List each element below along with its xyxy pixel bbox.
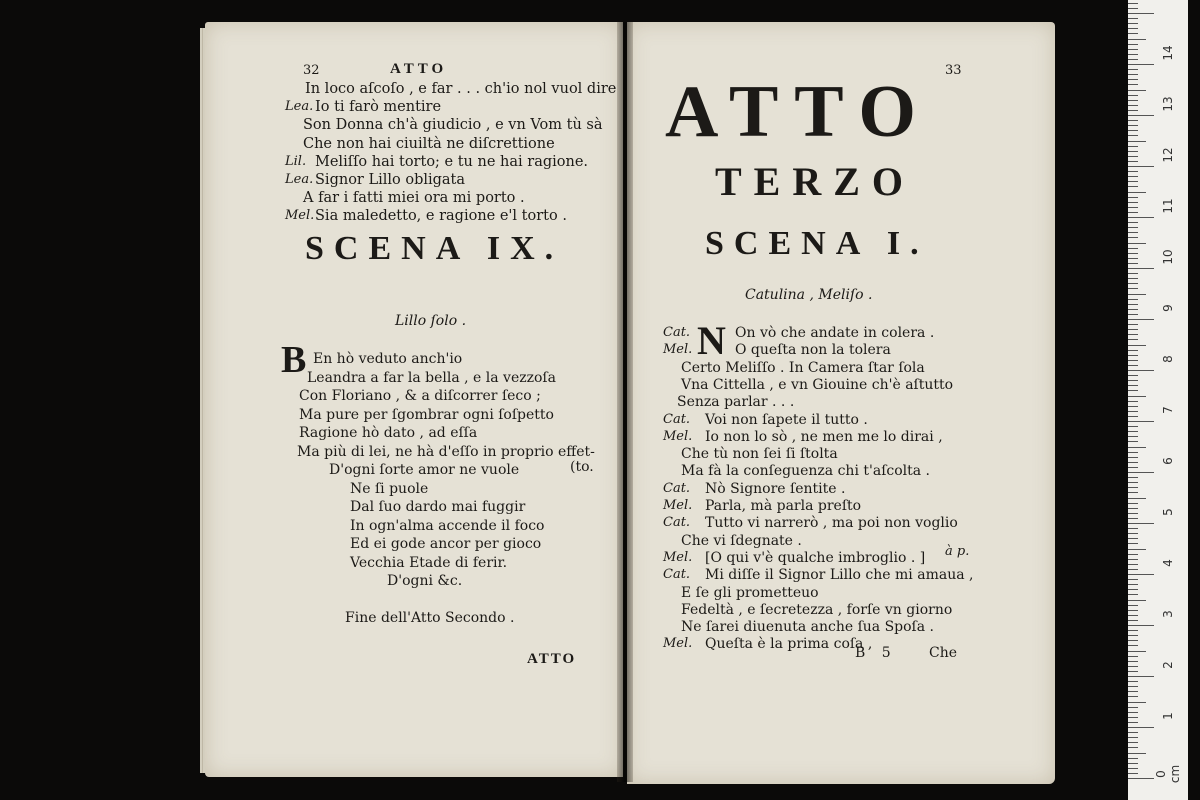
ruler-tick [1128, 625, 1154, 626]
ruler-label: 10 [1161, 249, 1175, 265]
ruler-tick [1128, 339, 1138, 340]
ruler-tick [1128, 273, 1138, 274]
ruler-tick [1128, 181, 1138, 182]
ruler-tick [1128, 141, 1146, 142]
ruler-label: 1 [1161, 712, 1175, 720]
ruler-tick [1128, 533, 1138, 534]
ruler-tick [1128, 401, 1138, 402]
dialogue-line: Fedeltà , e ſecretezza , forſe vn giorno [681, 601, 953, 618]
ruler-tick [1128, 23, 1138, 24]
ruler-label: 14 [1161, 45, 1175, 61]
aside-mark: à p. [945, 544, 970, 559]
ruler-tick [1128, 758, 1138, 759]
ruler-tick [1128, 538, 1138, 539]
ruler-tick [1128, 375, 1138, 376]
ruler-label: 5 [1161, 508, 1175, 516]
ruler-tick [1128, 314, 1138, 315]
ruler-tick [1128, 712, 1138, 713]
drop-cap: N [697, 318, 726, 363]
ruler-tick [1128, 600, 1146, 601]
ruler-tick [1128, 594, 1138, 595]
ruler-tick [1128, 549, 1146, 550]
ruler-tick [1128, 732, 1138, 733]
ruler-label: 9 [1161, 304, 1175, 312]
ruler-tick [1128, 452, 1138, 453]
ruler-tick [1128, 283, 1138, 284]
speaker-label: Cat. [663, 567, 691, 583]
ruler-tick [1128, 676, 1154, 677]
ruler-tick [1128, 146, 1138, 147]
ruler-tick [1128, 436, 1138, 437]
ruler-tick [1128, 49, 1138, 50]
speaker-label: Cat. [663, 325, 691, 340]
ruler-tick [1128, 472, 1154, 473]
verse-line: Ragione hò dato , ad eſſa [299, 425, 478, 441]
ruler-tick [1128, 319, 1154, 320]
dialogue-line: Parla, mà parla preſto [705, 498, 862, 514]
ruler-tick [1128, 232, 1138, 233]
verse-line: D'ogni ſorte amor ne vuole [329, 462, 520, 478]
dialogue-line: Signor Lillo obligata [315, 172, 466, 188]
ruler-label: 2 [1161, 661, 1175, 669]
ruler-tick [1128, 411, 1138, 412]
ruler-label: 0 cm [1154, 764, 1182, 784]
signature-mark: B 5 [855, 645, 897, 661]
ruler-tick [1128, 100, 1138, 101]
ruler-tick [1128, 753, 1146, 754]
page-number: 33 [945, 63, 962, 78]
ruler-tick [1128, 334, 1138, 335]
ruler-tick [1128, 18, 1138, 19]
ruler-tick [1128, 579, 1138, 580]
catchword: ATTO [527, 651, 577, 667]
ruler-tick [1128, 656, 1138, 657]
dialogue-line: Son Donna ch'à giudicio , e vn Vom tù sà [303, 117, 603, 134]
ruler-tick [1128, 79, 1138, 80]
ruler-tick [1128, 69, 1138, 70]
ruler-tick [1128, 33, 1138, 34]
verse-line: Ed ei gode ancor per gioco [350, 536, 542, 552]
ruler-label: 13 [1161, 96, 1175, 112]
ruler-tick [1128, 635, 1138, 636]
ruler-tick [1128, 645, 1138, 646]
ruler-tick [1128, 421, 1154, 422]
verse-line: In ogn'alma accende il foco [350, 517, 545, 534]
dialogue-line: Ma fà la conſeguenza chi t'aſcolta . [681, 463, 930, 480]
ruler-tick [1128, 569, 1138, 570]
ruler-tick [1128, 115, 1154, 116]
ruler-tick [1128, 717, 1138, 718]
book-gutter [617, 22, 633, 782]
ruler-tick [1128, 90, 1146, 91]
ruler-tick [1128, 396, 1146, 397]
ruler-tick [1128, 84, 1138, 85]
ruler-tick [1128, 768, 1138, 769]
dialogue-line: Senza parlar . . . [677, 394, 795, 411]
ruler-tick [1128, 105, 1138, 106]
ruler-tick [1128, 615, 1138, 616]
ruler-tick [1128, 309, 1138, 310]
ruler-tick [1128, 584, 1138, 585]
ruler-tick [1128, 288, 1138, 289]
speaker-label: Lea. [285, 99, 314, 115]
ruler-tick [1128, 278, 1138, 279]
act-title: ATTO [665, 71, 932, 153]
dialogue-line: Io ti farò mentire [315, 99, 442, 116]
catchword: Che [929, 645, 958, 661]
ruler-tick [1128, 385, 1138, 386]
dialogue-line: In loco aſcoſo , e far . . . ch'io nol vuol dire [305, 81, 617, 97]
dialogue-line: Vna Cittella , e vn Giouine ch'è aſtutto [681, 376, 954, 393]
ruler-tick [1128, 661, 1138, 662]
ruler-tick [1128, 707, 1138, 708]
ruler-tick [1128, 447, 1146, 448]
speaker-label: Lea. [285, 172, 314, 187]
ruler-label: 4 [1161, 559, 1175, 567]
ruler-label: 8 [1161, 355, 1175, 363]
ruler-tick [1128, 202, 1138, 203]
ruler-tick [1128, 457, 1138, 458]
ruler-tick [1128, 135, 1138, 136]
ruler-label: 12 [1161, 147, 1175, 163]
ruler-tick [1128, 13, 1154, 14]
ruler-tick [1128, 8, 1138, 9]
left-page [205, 22, 623, 777]
ruler-tick [1128, 299, 1138, 300]
ruler-tick [1128, 508, 1138, 509]
act-number: TERZO [715, 159, 916, 204]
ruler-tick [1128, 778, 1154, 779]
verse-line: En hò veduto anch'io [313, 351, 463, 367]
scene-characters: Catulina , Meliſo . [745, 287, 873, 303]
ruler-tick [1128, 44, 1138, 45]
ruler-tick [1128, 304, 1138, 305]
ruler-tick [1128, 237, 1138, 238]
dialogue-line: Sia maledetto, e ragione e'l torto . [315, 208, 567, 225]
ruler-tick [1128, 462, 1138, 463]
ruler-label: 3 [1161, 610, 1175, 618]
ruler-tick [1128, 564, 1138, 565]
ruler-tick [1128, 197, 1138, 198]
verse-line: Vecchia Etade di ferir. [350, 554, 508, 571]
ruler-tick [1128, 763, 1138, 764]
speaker-label: Mel. [663, 498, 693, 513]
dialogue-line: On vò che andate in colera . [735, 325, 935, 341]
dialogue-line: E ſe gli prometteuo [681, 584, 819, 601]
verse-line: D'ogni &c. [387, 573, 463, 589]
ruler-tick [1128, 176, 1138, 177]
verse-line: Ne ſi puole [350, 480, 429, 497]
ruler-tick [1128, 360, 1138, 361]
dialogue-line: Che tù non ſei ſi ſtolta [681, 446, 838, 463]
ruler-tick [1128, 722, 1138, 723]
ruler-tick [1128, 130, 1138, 131]
ruler-tick [1128, 518, 1138, 519]
speaker-label: Cat. [663, 515, 691, 531]
ruler-tick [1128, 574, 1154, 575]
ruler-tick [1128, 350, 1138, 351]
ruler-tick [1128, 666, 1138, 667]
ruler-tick [1128, 59, 1138, 60]
ruler-tick [1128, 610, 1138, 611]
verse-line: Leandra a far la bella , e la vezzoſa [307, 369, 556, 386]
ruler-tick [1128, 110, 1138, 111]
speaker-label: Cat. [663, 480, 691, 496]
ruler-tick [1128, 390, 1138, 391]
dialogue-line: Voi non ſapete il tutto . [705, 411, 868, 428]
ruler-tick [1128, 345, 1146, 346]
ruler-tick [1128, 263, 1138, 264]
ruler-tick [1128, 95, 1138, 96]
ruler-tick [1128, 742, 1138, 743]
verse-line: Dal ſuo dardo mai fuggir [350, 499, 526, 515]
ruler-label: 6 [1161, 457, 1175, 465]
ruler-tick [1128, 747, 1138, 748]
ruler-tick [1128, 294, 1146, 295]
ruler-tick [1128, 365, 1138, 366]
ruler-tick [1128, 727, 1154, 728]
ruler-tick [1128, 171, 1138, 172]
ruler-tick [1128, 166, 1154, 167]
ruler-tick [1128, 212, 1138, 213]
dialogue-line: Nò Signore ſentite . [705, 480, 846, 497]
dialogue-line: Che non hai ciuiltà ne diſcrettione [303, 135, 555, 152]
ruler-tick [1128, 426, 1138, 427]
speaker-label: Mel. [663, 636, 693, 652]
ruler-tick [1128, 492, 1138, 493]
ruler-tick [1128, 125, 1138, 126]
verse-line: Con Floriano , & a diſcorrer ſeco ; [299, 388, 541, 404]
ruler-tick [1128, 120, 1138, 121]
ruler-tick [1128, 640, 1138, 641]
ruler-tick [1128, 406, 1138, 407]
dialogue-line: Mi diſſe il Signor Lillo che mi amaua , [705, 567, 974, 584]
ruler-tick [1128, 513, 1138, 514]
ruler-tick [1128, 737, 1138, 738]
ruler-tick [1128, 192, 1146, 193]
ruler-tick [1128, 503, 1138, 504]
ruler-tick [1128, 696, 1138, 697]
ruler-tick [1128, 543, 1138, 544]
dialogue-line: Ne ſarei diuenuta anche ſua Spoſa . [681, 619, 934, 636]
ruler-tick [1128, 243, 1146, 244]
speaker-label: Mel. [285, 208, 315, 224]
ruler-tick [1128, 482, 1138, 483]
ruler-tick [1128, 380, 1138, 381]
ruler-tick [1128, 74, 1138, 75]
ruler-tick [1128, 248, 1138, 249]
ruler-tick [1128, 227, 1138, 228]
speaker-label: Mel. [663, 549, 693, 565]
ruler-tick [1128, 773, 1138, 774]
ruler-tick [1128, 28, 1138, 29]
verse-line: Ma più di lei, ne hà d'eſſo in proprio effet- [297, 443, 595, 460]
ruler-tick [1128, 671, 1138, 672]
ruler-tick [1128, 554, 1138, 555]
dialogue-line: Tutto vi narrerò , ma poi non voglio [705, 515, 958, 532]
ruler-tick [1128, 416, 1138, 417]
ruler-tick [1128, 253, 1138, 254]
ruler-tick [1128, 258, 1138, 259]
ruler-tick [1128, 186, 1138, 187]
ruler-tick [1128, 702, 1146, 703]
ruler-tick [1128, 54, 1138, 55]
ruler-tick [1128, 651, 1146, 652]
drop-cap: B [281, 339, 307, 381]
ruler-label: 11 [1161, 198, 1175, 214]
ruler-tick [1128, 523, 1154, 524]
ruler-tick [1128, 39, 1146, 40]
page-number: 32 [303, 63, 320, 78]
ruler-tick [1128, 222, 1138, 223]
scene-characters: Lillo ſolo . [395, 313, 467, 329]
speaker-label: Cat. [663, 411, 691, 427]
dialogue-line: Queſta è la prima coſa , [705, 636, 873, 653]
running-title: ATTO [390, 61, 448, 77]
dialogue-line: Meliſſo hai torto; e tu ne hai ragione. [315, 153, 589, 170]
ruler-tick [1128, 156, 1138, 157]
ruler-tick [1128, 630, 1138, 631]
dialogue-line: Certo Meliſſo . In Camera ſtar ſola [681, 359, 925, 376]
scene-heading: SCENA IX. [305, 230, 564, 267]
ruler-tick [1128, 528, 1138, 529]
ruler-tick [1128, 559, 1138, 560]
ruler-tick [1128, 487, 1138, 488]
speaker-label: Lil. [285, 153, 307, 169]
verse-line: Ma pure per ſgombrar ogni ſoſpetto [299, 406, 554, 423]
ruler-tick [1128, 3, 1138, 4]
ruler-tick [1128, 329, 1138, 330]
dialogue-line: O queſta non la tolera [735, 342, 891, 359]
ruler-tick [1128, 441, 1138, 442]
ruler-tick [1128, 217, 1154, 218]
speaker-label: Mel. [663, 342, 693, 358]
ruler-tick [1128, 477, 1138, 478]
dialogue-line: Che vi ſdegnate . [681, 532, 802, 549]
ruler-tick [1128, 605, 1138, 606]
measurement-ruler [1128, 0, 1188, 800]
ruler-tick [1128, 370, 1154, 371]
ruler-tick [1128, 467, 1138, 468]
end-note: Fine dell'Atto Secondo . [345, 610, 515, 626]
ruler-tick [1128, 161, 1138, 162]
verse-wrap: (to. [570, 459, 594, 475]
ruler-tick [1128, 207, 1138, 208]
ruler-tick [1128, 620, 1138, 621]
ruler-tick [1128, 268, 1154, 269]
ruler-tick [1128, 151, 1138, 152]
ruler-tick [1128, 355, 1138, 356]
speaker-label: Mel. [663, 428, 693, 444]
dialogue-line: [O qui v'è qualche imbroglio . ] [705, 549, 926, 566]
ruler-label: 7 [1161, 406, 1175, 414]
dialogue-line: A far i fatti miei ora mi porto . [303, 190, 525, 207]
ruler-tick [1128, 691, 1138, 692]
scene-heading: SCENA I. [705, 225, 929, 262]
ruler-tick [1128, 324, 1138, 325]
ruler-tick [1128, 681, 1138, 682]
ruler-tick [1128, 589, 1138, 590]
ruler-tick [1128, 64, 1154, 65]
ruler-tick [1128, 431, 1138, 432]
right-page [627, 22, 1055, 784]
dialogue-line: Io non lo sò , ne men me lo dirai , [705, 428, 943, 445]
ruler-tick [1128, 686, 1138, 687]
ruler-tick [1128, 498, 1146, 499]
